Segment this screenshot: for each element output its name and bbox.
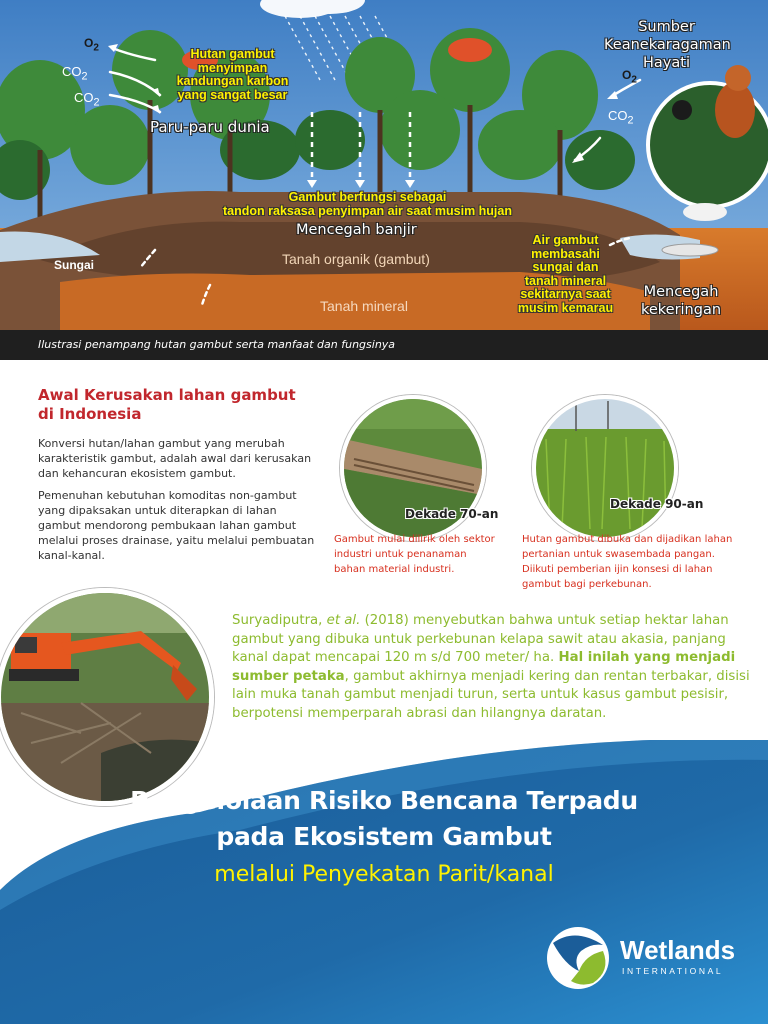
decade-90s-caption: Hutan gambut dibuka dan dijadikan lahan pertanian untuk swasembada pangan. Diikuti pemberian ijin konsesi di lahan gambut bagi perkebunan.: [522, 534, 733, 590]
wetlands-logo-icon: [545, 925, 611, 991]
section-title: Awal Kerusakan lahan gambut di Indonesia: [38, 386, 296, 423]
section-paragraph-2: Pemenuhan kebutuhan komoditas non-gambut yang dipaksakan untuk diterapkan di lahan gambut mendorong pembukaan lahan gambut melalui proses drainase, yaitu melalui pembuatan kanal-kanal.: [38, 489, 315, 562]
banner-subtitle: melalui Penyekatan Parit/kanal: [214, 862, 554, 887]
o2-label-right: $O_2$: [622, 68, 637, 86]
peat-water-label: Air gambut membasahi sungai dan tanah mineral sekitarnya saat musim kemarau: [517, 233, 614, 315]
prevent-flood-label: Mencegah banjir: [296, 222, 417, 238]
river-label: Sungai: [54, 258, 95, 272]
co2-label-right: $CO_2$: [608, 108, 634, 127]
peat-forest-illustration: [0, 0, 768, 330]
banner-title-line-1: Pengelolaan Risiko Bencana Terpadu: [130, 786, 638, 815]
banner-title-line-2: pada Ekosistem Gambut: [216, 822, 552, 851]
biodiversity-label: Sumber Keanekaragaman Hayati: [604, 19, 731, 71]
organic-soil-label: Tanah organik (gambut): [282, 251, 430, 267]
logo-name: Wetlands: [620, 935, 736, 965]
world-lungs-label: Paru-paru dunia: [150, 118, 270, 136]
water-reservoir-label: Gambut berfungsi sebagai tandon raksasa penyimpan air saat musim hujan: [223, 190, 512, 218]
forest-carbon-label: Hutan gambut menyimpan kandungan karbon yang sangat besar: [176, 47, 289, 102]
decade-70s-label: Dekade 70-an: [405, 507, 499, 521]
o2-label-left: $O_2$: [84, 36, 99, 54]
logo-subtitle: INTERNATIONAL: [622, 966, 724, 976]
decade-70s-caption: Gambut mulai dilirik oleh sektor industri untuk penanaman bahan material industri.: [334, 534, 495, 575]
co2-label-left-1: $CO_2$: [62, 64, 88, 83]
co2-label-left-2: $CO_2$: [74, 90, 100, 109]
illustration-caption: Ilustrasi penampang hutan gambut serta manfaat dan fungsinya: [0, 330, 768, 360]
decade-90s-label: Dekade 90-an: [610, 497, 704, 511]
rice-field-photo: [532, 395, 678, 541]
quote-paragraph: Suryadiputra, et al. (2018) menyebutkan bahwa untuk setiap hektar lahan gambut yang dibuka untuk perkebunan kelapa sawit atau akasia, panjang kanal dapat mencapai 120 m s/d 700 meter/ ha. Hal inilah yang menjadi sumber petaka, gambut akhirnya menjadi kering dan rentan terbakar, disisi lain muka tanah gambut menjadi turun, serta untuk kasus gambut pesisir, berpotensi memperparah abrasi dan hilangnya daratan.: [232, 613, 750, 721]
prevent-drought-label: Mencegah kekeringan: [640, 284, 722, 318]
mineral-soil-label: Tanah mineral: [320, 298, 408, 314]
section-paragraph-1: Konversi hutan/lahan gambut yang merubah karakteristik gambut, adalah awal dari kerusakan dan kehancuran ekosistem gambut.: [38, 437, 312, 480]
